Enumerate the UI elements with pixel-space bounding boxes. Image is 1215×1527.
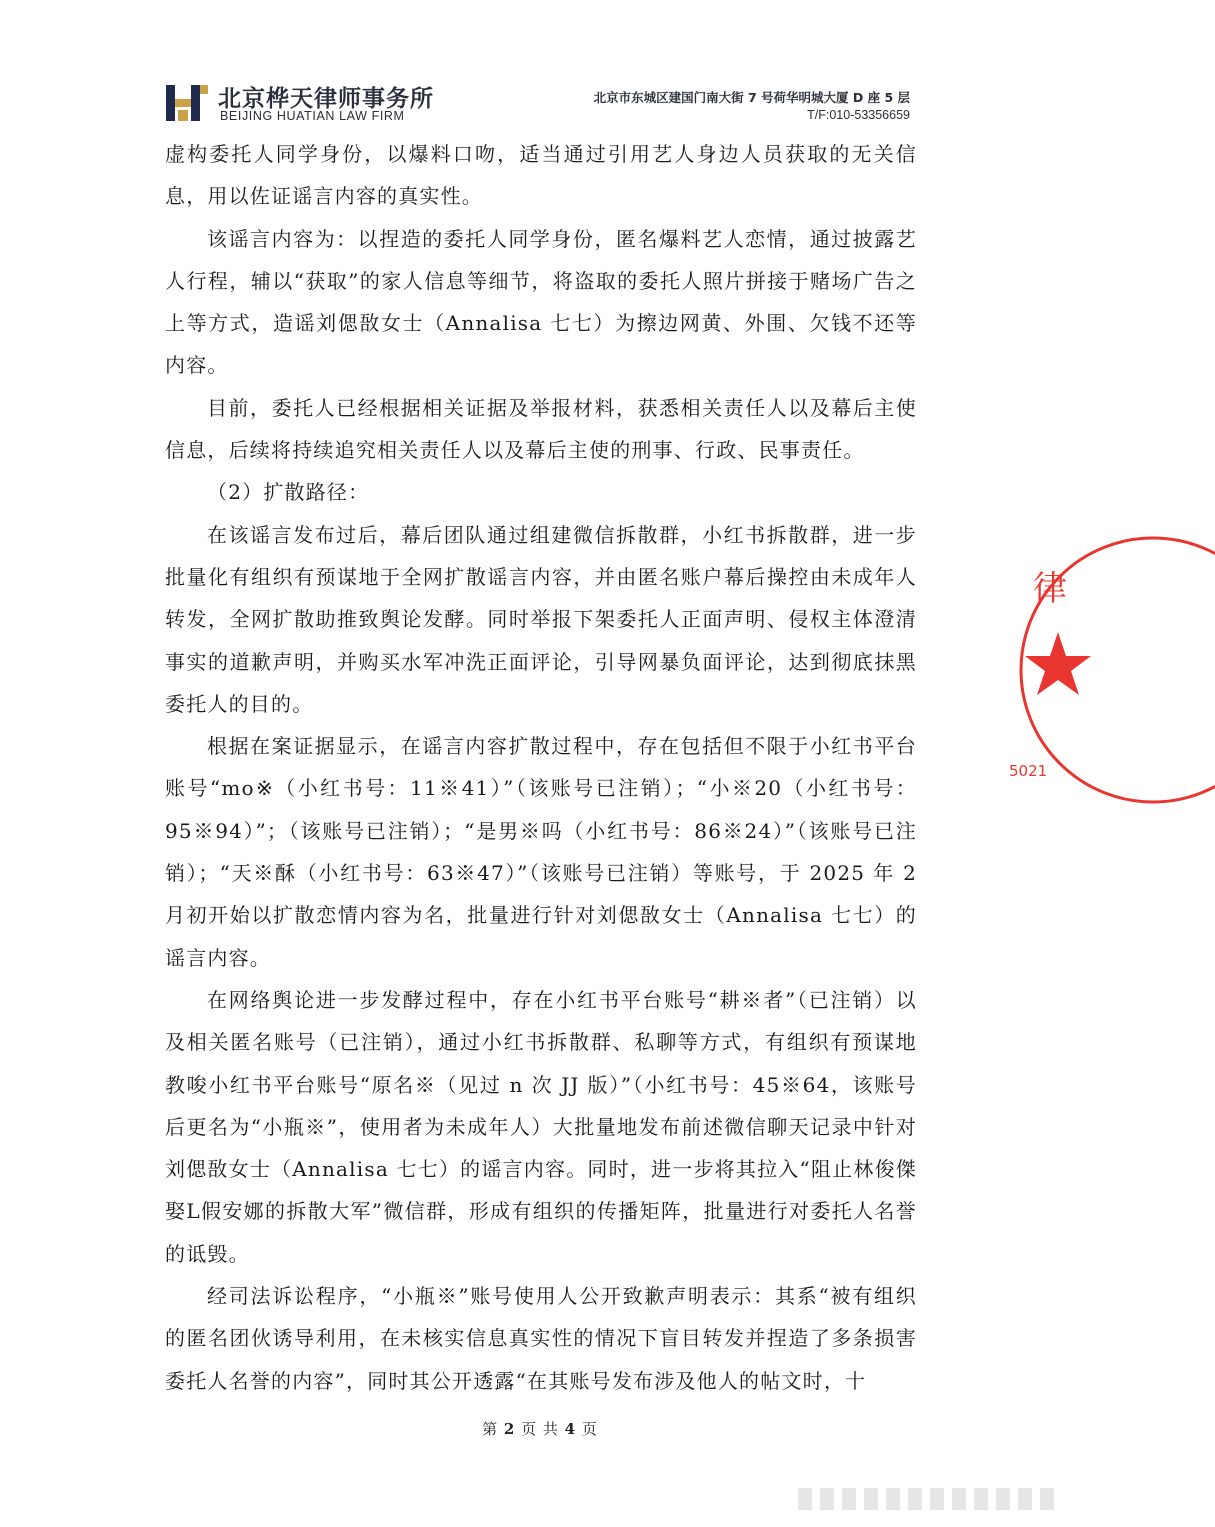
paragraph-continuation: 虚构委托人同学身份，以爆料口吻，适当通过引用艺人身边人员获取的无关信息，用以佐证谣言内容的真实性。 [165,142,917,209]
paragraph-spread-method: 在该谣言发布过后，幕后团队通过组建微信拆散群，小红书拆散群，进一步批量化有组织有预谋地于全网扩散谣言内容，并由匿名账户幕后操控由未成年人转发，全网扩散助推致舆论发酵。同时举报下架委托人正面声明、侵权主体澄清事实的道歉声明，并购买水军冲洗正面评论，引导网暴负面评论，达到彻底抹黑委托人的目的。 [165,522,917,716]
footer-prefix: 第 [482,1420,499,1438]
firm-name-zh: 北京桦天律师事务所 [218,86,434,112]
letterhead [165,80,910,128]
footer-suffix: 页 [581,1420,598,1438]
firm-name-en: BEIJING HUATIAN LAW FIRM [220,109,405,123]
seal-stamp-icon [1009,532,1215,802]
bottom-ticks-decoration [798,1486,1068,1512]
footer-total-pages: 4 [564,1420,577,1438]
firm-tel: T/F:010-53356659 [807,108,910,122]
paragraph-apology-statement: 经司法诉讼程序，“小瓶※”账号使用人公开致歉声明表示：其系“被有组织的匿名团伙诱导利用，在未核实信息真实性的情况下盲目转发并捏造了多条损害委托人名誉的内容”，同时其公开透露“在其账号发布涉及他人的帖文时，十 [165,1284,917,1393]
paragraph-evidence-accounts: 根据在案证据显示，在谣言内容扩散过程中，存在包括但不限于小红书平台账号“mo※（小红书号：11※41）”（该账号已注销）；“小※20（小红书号：95※94）”；（该账号已注销）；“是男※吗（小红书号：86※24）”（该账号已注销）；“天※酥（小红书号：63※47）”（该账号已注销）等账号，于 2025 年 2 月初开始以扩散恋情内容为名，批量进行针对刘偲敔女士（Annalisa 七七）的谣言内容。 [165,734,925,970]
paragraph-rumor-content: 该谣言内容为：以捏造的委托人同学身份，匿名爆料艺人恋情，通过披露艺人行程，辅以“获取”的家人信息等细节，将盗取的委托人照片拼接于赌场广告之上等方式，造谣刘偲敔女士（Annalisa 七七）为擦边网黄、外围、欠钱不还等内容。 [165,226,917,378]
document-body [165,133,925,1402]
firm-logo-icon [165,82,209,124]
seal-glyph: 律 [1033,569,1067,609]
section-heading-spread-path: （2）扩散路径： [207,480,370,505]
footer-middle: 页 共 [521,1420,559,1438]
page-footer [0,1418,1080,1439]
seal-digits: 5021 [1009,762,1048,780]
paragraph-current-status: 目前，委托人已经根据相关证据及举报材料，获悉相关责任人以及幕后主使信息，后续将持续追究相关责任人以及幕后主使的刑事、行政、民事责任。 [165,395,917,463]
firm-address: 北京市东城区建国门南大街 7 号荷华明城大厦 D 座 5 层 [593,90,910,105]
paragraph-further-spread: 在网络舆论进一步发酵过程中，存在小红书平台账号“耕※者”（已注销）以及相关匿名账号（已注销），通过小红书拆散群、私聊等方式，有组织有预谋地教唆小红书平台账号“原名※（见过 n 次 JJ 版）”（小红书号：45※64，该账号后更名为“小瓶※”，使用者为未成年人）大批量地发布前述微信聊天记录中针对刘偲敔女士（Annalisa 七七）的谣言内容。同时，进一步将其拉入“阻止林俊傑娶L假安娜的拆散大军”微信群，形成有组织的传播矩阵，批量进行对委托人名誉的诋毁。 [165,987,917,1266]
footer-page-number: 2 [503,1420,516,1438]
